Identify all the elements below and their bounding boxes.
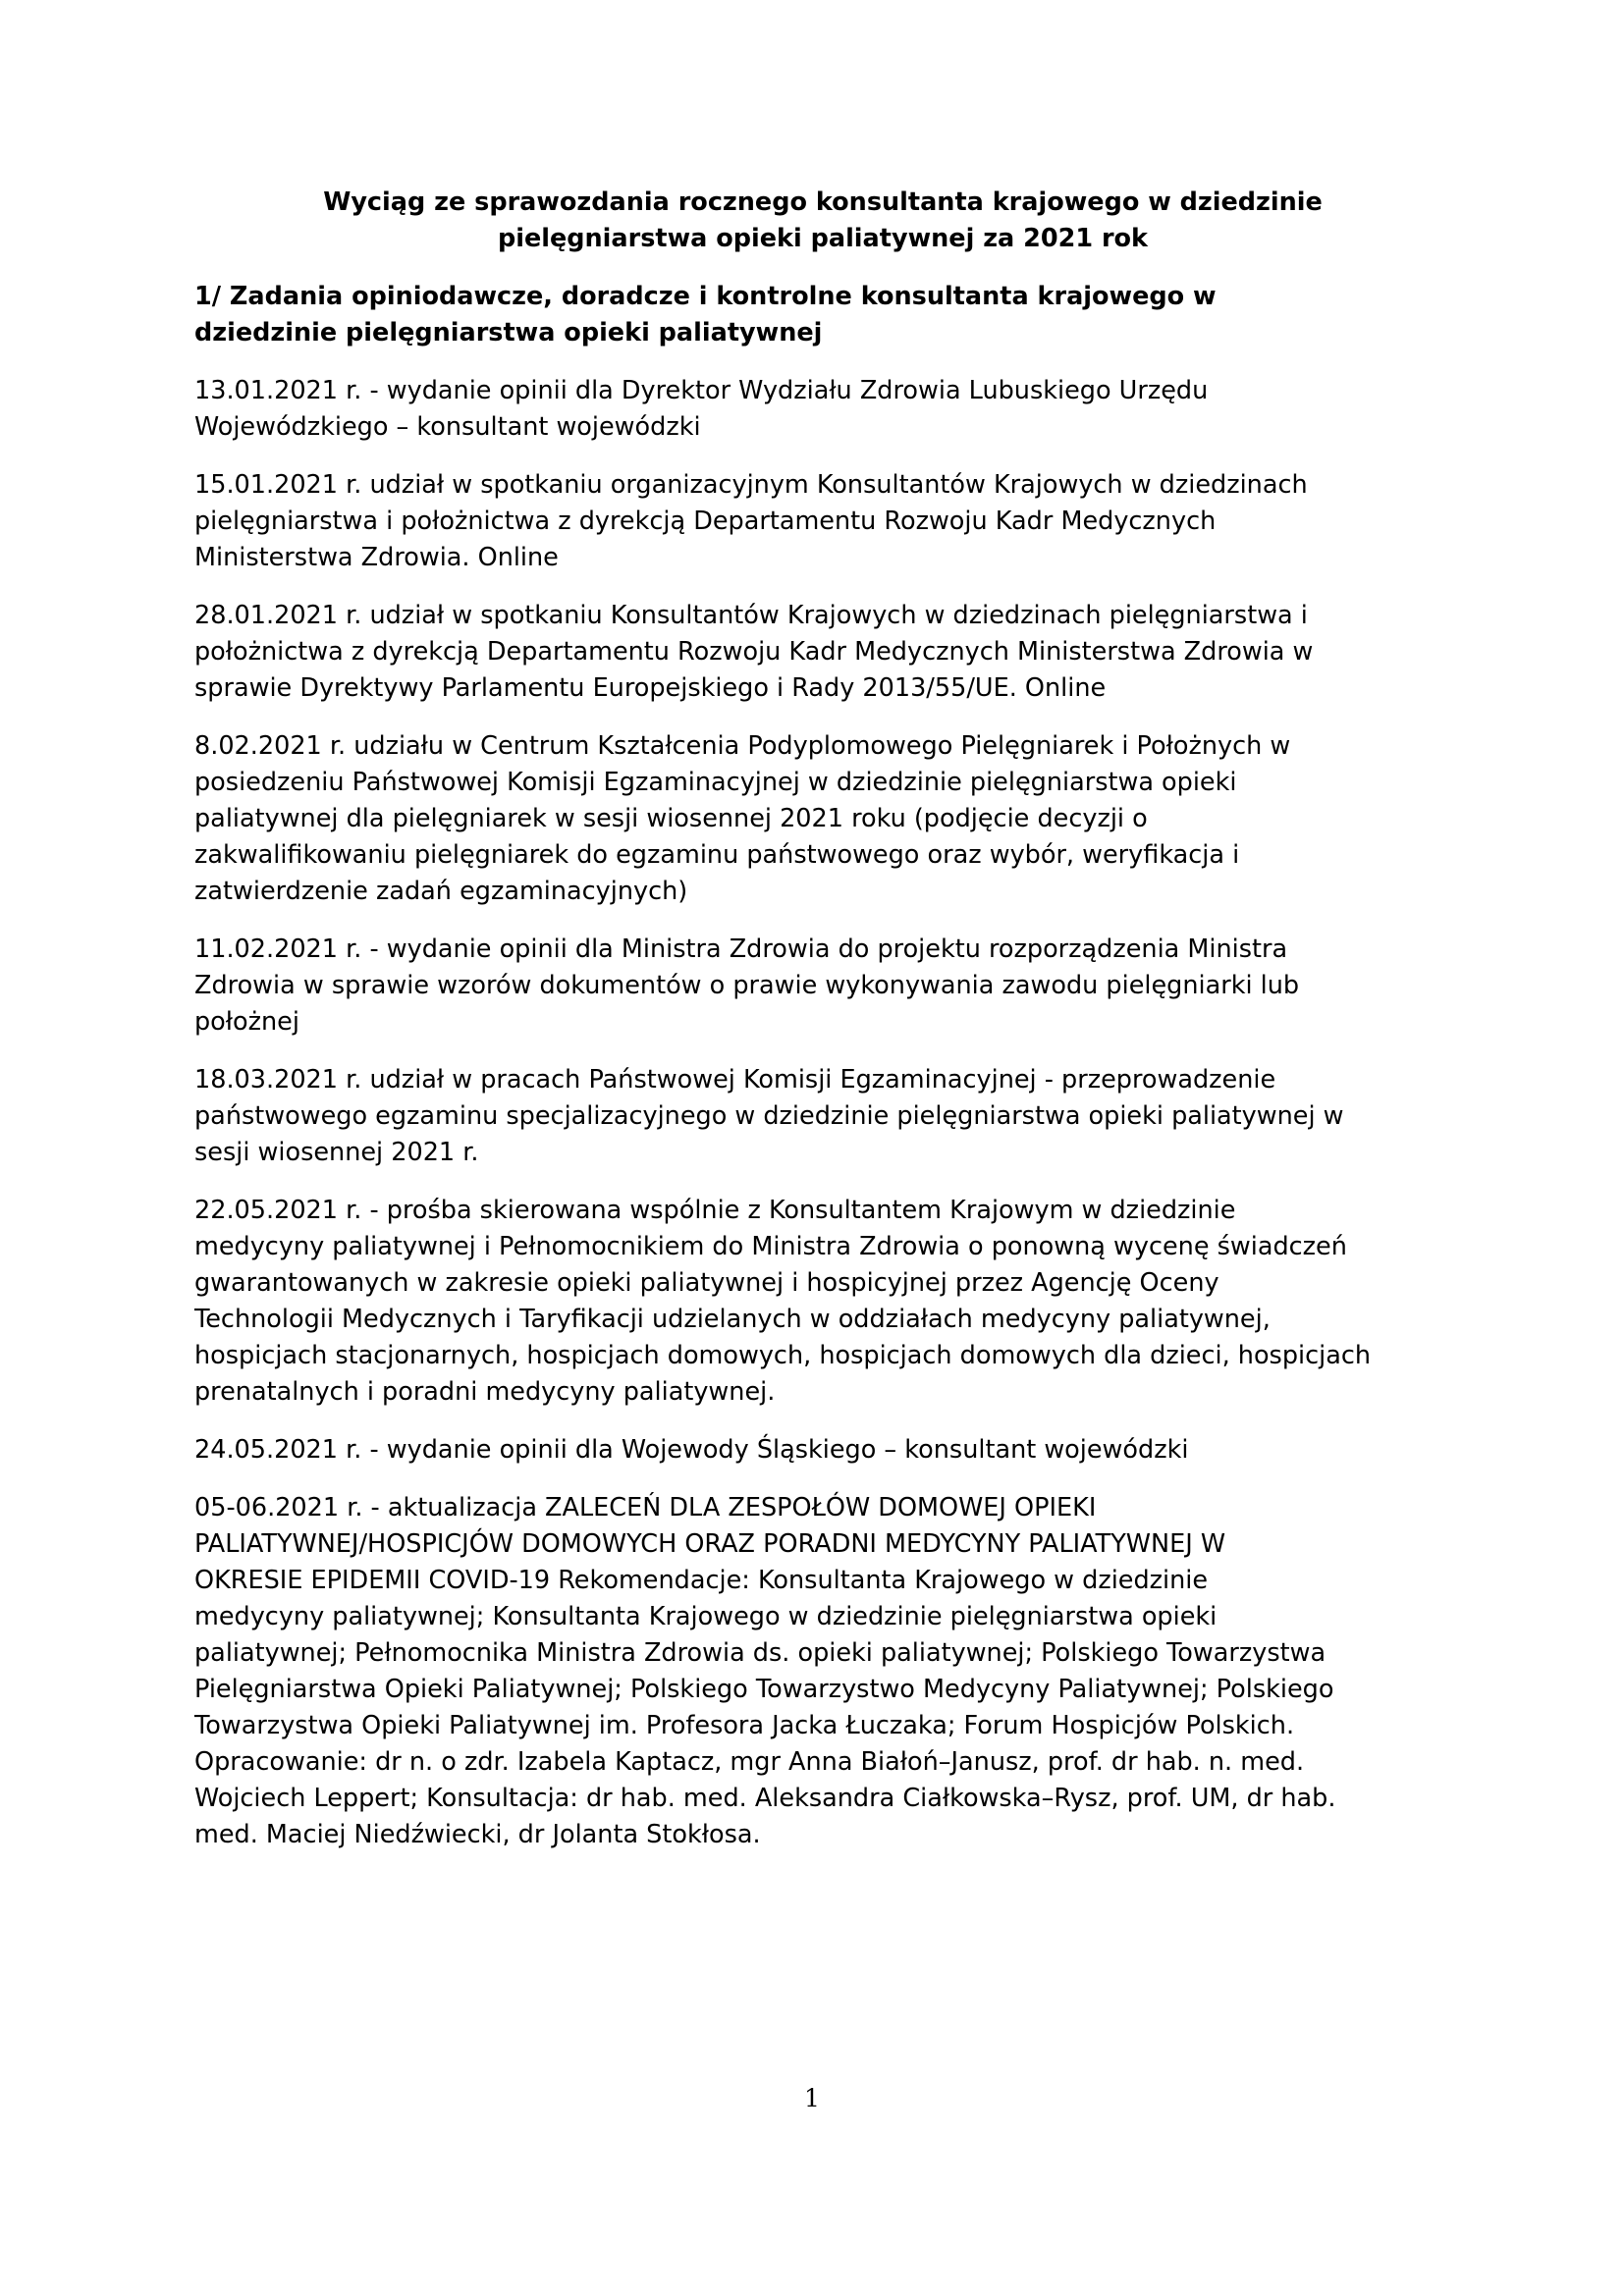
- document-title: Wyciąg ze sprawozdania rocznego konsultanta krajowego w dziedzinie pielęgniarstwa opieki paliatywnej za 2021 rok: [323, 187, 1323, 253]
- entry-2021-03-18: 18.03.2021 r. udział w pracach Państwowej Komisji Egzaminacyjnej - przeprowadzenie państwowego egzaminu specjalizacyjnego w dziedzinie pielęgniarstwa opieki paliatywnej w sesji wiosennej 2021 r.: [194, 1065, 1344, 1167]
- entry-2021-05-24: 24.05.2021 r. - wydanie opinii dla Wojewody Śląskiego – konsultant wojewódzki: [194, 1435, 1189, 1465]
- entry-2021-01-13: 13.01.2021 r. - wydanie opinii dla Dyrektor Wydziału Zdrowia Lubuskiego Urzędu Wojewódzkiego – konsultant wojewódzki: [194, 376, 1209, 442]
- page-number: 1: [804, 2084, 820, 2112]
- entry-2021-05-06: 05-06.2021 r. - aktualizacja ZALECEŃ DLA ZESPOŁÓW DOMOWEJ OPIEKI PALIATYWNEJ/HOSPICJÓW DOMOWYCH ORAZ PORADNI MEDYCYNY PALIATYWNEJ W OKRESIE EPIDEMII COVID-19 Rekomendacje: Konsultanta Krajowego w dziedzinie medycyny paliatywnej; Konsultanta Krajowego w dziedzinie pielęgniarstwa opieki paliatywnej; Pełnomocnika Ministra Zdrowia ds. opieki paliatywnej; Polskiego Towarzystwa Pielęgniarstwa Opieki Paliatywnej; Polskiego Towarzystwo Medycyny Paliatywnej; Polskiego Towarzystwa Opieki Paliatywnej im. Profesora Jacka Łuczaka; Forum Hospicjów Polskich. Opracowanie: dr n. o zdr. Izabela Kaptacz, mgr Anna Białoń–Janusz, prof. dr hab. n. med. Wojciech Leppert; Konsultacja: dr hab. med. Aleksandra Ciałkowska–Rysz, prof. UM, dr hab. med. Maciej Niedźwiecki, dr Jolanta Stokłosa.: [194, 1493, 1336, 1849]
- entry-2021-02-08: 8.02.2021 r. udziału w Centrum Kształcenia Podyplomowego Pielęgniarek i Położnych w posiedzeniu Państwowej Komisji Egzaminacyjnej w dziedzinie pielęgniarstwa opieki paliatywnej dla pielęgniarek w sesji wiosennej 2021 roku (podjęcie decyzji o zakwalifikowaniu pielęgniarek do egzaminu państwowego oraz wybór, weryfikacja i zatwierdzenie zadań egzaminacyjnych): [194, 731, 1291, 906]
- entry-2021-02-11: 11.02.2021 r. - wydanie opinii dla Ministra Zdrowia do projektu rozporządzenia Ministra Zdrowia w sprawie wzorów dokumentów o prawie wykonywania zawodu pielęgniarki lub położnej: [194, 934, 1300, 1037]
- entry-2021-01-15: 15.01.2021 r. udział w spotkaniu organizacyjnym Konsultantów Krajowych w dziedzinach pielęgniarstwa i położnictwa z dyrekcją Departamentu Rozwoju Kadr Medycznych Ministerstwa Zdrowia. Online: [194, 470, 1308, 572]
- entry-2021-05-22: 22.05.2021 r. - prośba skierowana wspólnie z Konsultantem Krajowym w dziedzinie medycyny paliatywnej i Pełnomocnikiem do Ministra Zdrowia o ponowną wycenę świadczeń gwarantowanych w zakresie opieki paliatywnej i hospicyjnej przez Agencję Oceny Technologii Medycznych i Taryfikacji udzielanych w oddziałach medycyny paliatywnej, hospicjach stacjonarnych, hospicjach domowych, hospicjach domowych dla dzieci, hospicjach prenatalnych i poradni medycyny paliatywnej.: [194, 1196, 1372, 1407]
- entry-2021-01-28: 28.01.2021 r. udział w spotkaniu Konsultantów Krajowych w dziedzinach pielęgniarstwa i położnictwa z dyrekcją Departamentu Rozwoju Kadr Medycznych Ministerstwa Zdrowia w sprawie Dyrektywy Parlamentu Europejskiego i Rady 2013/55/UE. Online: [194, 601, 1314, 703]
- document-page: [194, 185, 1451, 1875]
- section-heading: 1/ Zadania opiniodawcze, doradcze i kontrolne konsultanta krajowego w dziedzinie pielęgniarstwa opieki paliatywnej: [194, 282, 1217, 347]
